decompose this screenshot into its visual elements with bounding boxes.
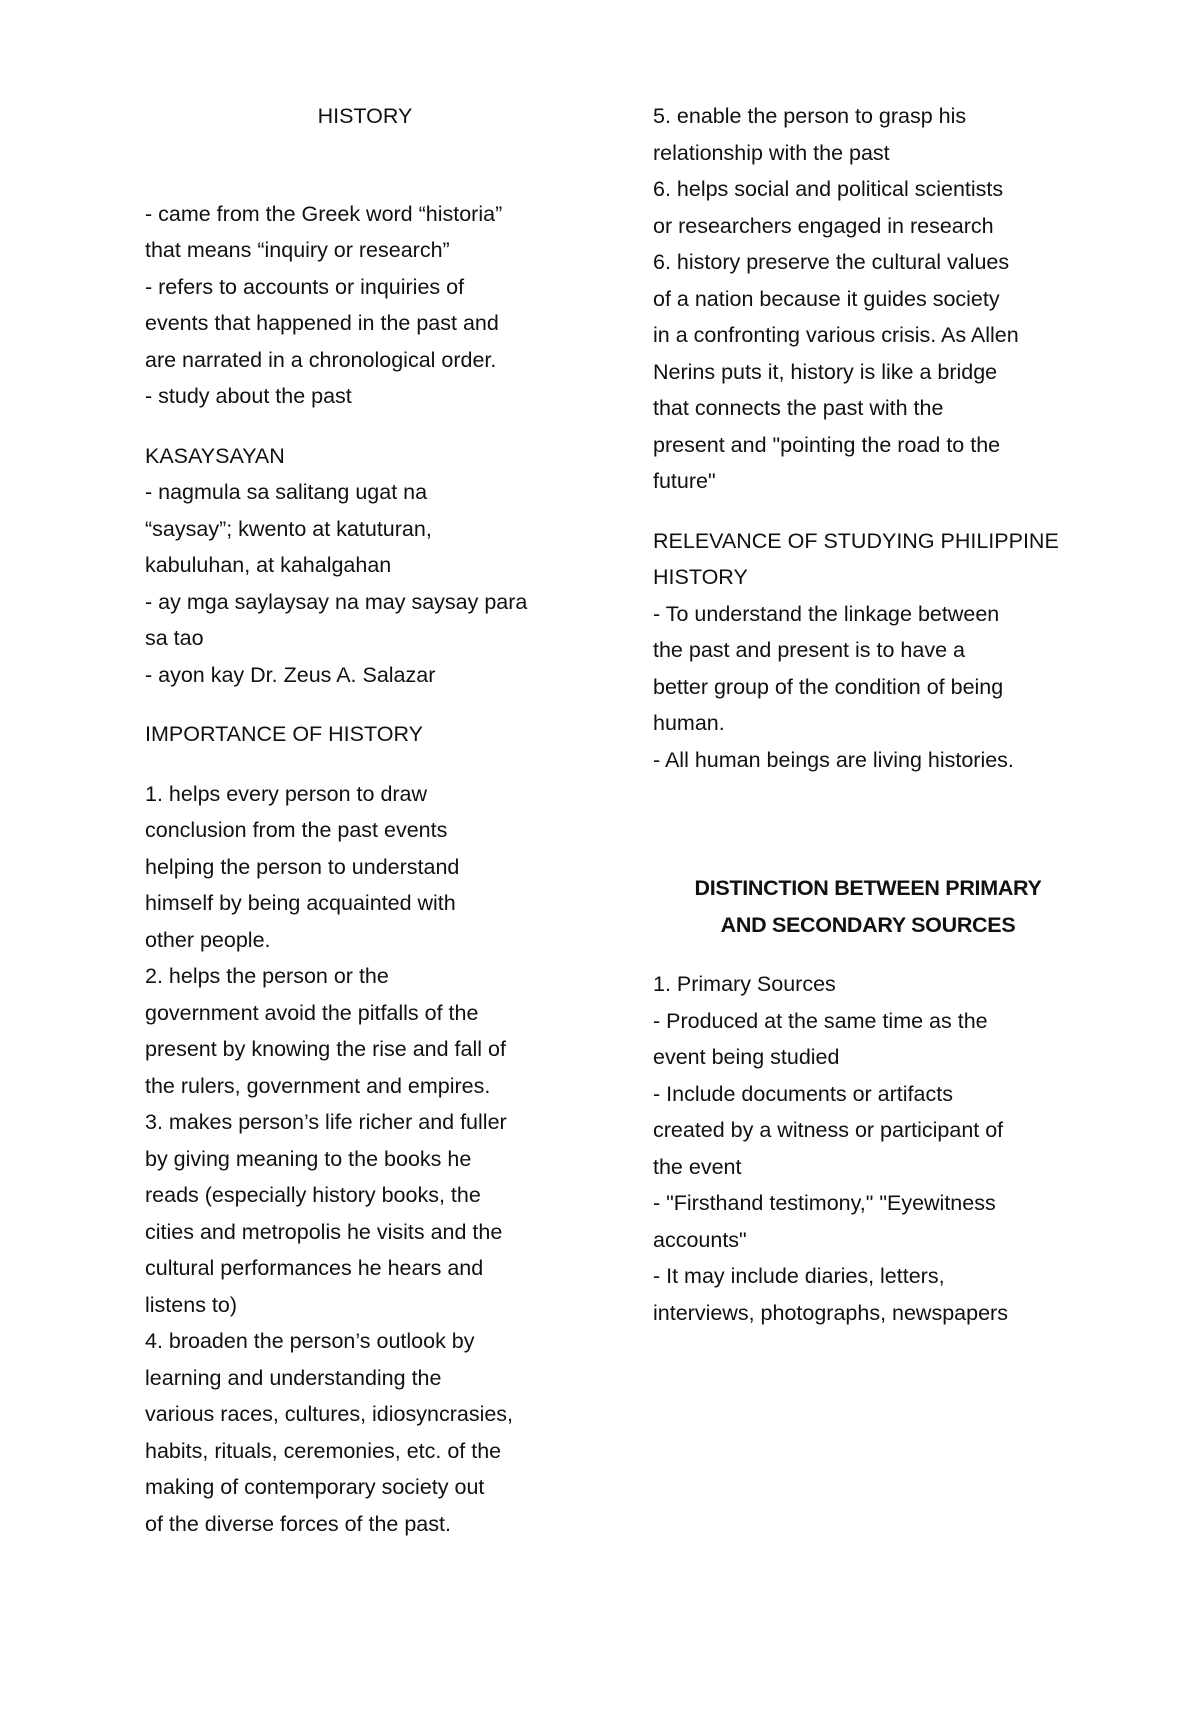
text-line: Nerins puts it, history is like a bridge bbox=[653, 359, 998, 384]
history-definition bbox=[145, 196, 555, 415]
primary-sources-list bbox=[653, 966, 1083, 1331]
text-line: government avoid the pitfalls of the bbox=[145, 1000, 479, 1025]
text-line: kabuluhan, at kahalgahan bbox=[145, 553, 392, 577]
text-line: - ayon kay Dr. Zeus A. Salazar bbox=[145, 662, 436, 687]
text-line: interviews, photographs, newspapers bbox=[653, 1300, 1008, 1325]
text-line: - nagmula sa salitang ugat na bbox=[145, 480, 428, 504]
text-line: - Produced at the same time as the bbox=[653, 1008, 988, 1033]
text-line: in a confronting various crisis. As Allen bbox=[653, 323, 1019, 347]
text-line: cities and metropolis he visits and the bbox=[145, 1219, 503, 1244]
text-line: habits, rituals, ceremonies, etc. of the bbox=[145, 1438, 502, 1463]
text-line: event being studied bbox=[653, 1045, 840, 1069]
relevance-heading bbox=[653, 523, 1083, 596]
heading-line: HISTORY bbox=[653, 565, 748, 589]
importance-heading: IMPORTANCE OF HISTORY bbox=[145, 722, 423, 746]
text-line: created by a witness or participant of bbox=[653, 1118, 1004, 1142]
text-line: events that happened in the past and bbox=[145, 311, 499, 335]
text-line: helping the person to understand bbox=[145, 854, 460, 879]
heading-line: RELEVANCE OF STUDYING PHILIPPINE bbox=[653, 528, 1059, 553]
text-line: relationship with the past bbox=[653, 140, 890, 165]
text-line: - "Firsthand testimony," "Eyewitness bbox=[653, 1191, 996, 1215]
text-line: human. bbox=[653, 711, 725, 735]
kasaysayan-definition bbox=[145, 474, 555, 693]
text-line: - It may include diaries, letters, bbox=[653, 1264, 945, 1288]
text-line: better group of the condition of being bbox=[653, 674, 1004, 699]
text-line: “saysay”; kwento at katuturan, bbox=[145, 516, 432, 541]
text-line: that connects the past with the bbox=[653, 396, 944, 420]
text-line: 6. helps social and political scientists bbox=[653, 177, 1004, 201]
text-line: cultural performances he hears and bbox=[145, 1256, 484, 1280]
text-line: other people. bbox=[145, 927, 271, 952]
text-line: learning and understanding the bbox=[145, 1365, 442, 1390]
text-line: of the diverse forces of the past. bbox=[145, 1511, 451, 1536]
text-line: various races, cultures, idiosyncrasies, bbox=[145, 1402, 514, 1426]
distinction-heading bbox=[653, 870, 1083, 943]
text-line: of a nation because it guides society bbox=[653, 286, 1000, 311]
importance-list bbox=[145, 776, 555, 1543]
text-line: 5. enable the person to grasp his bbox=[653, 104, 967, 128]
right-column bbox=[653, 98, 1083, 1331]
text-line: present and "pointing the road to the bbox=[653, 432, 1001, 457]
kasaysayan-heading: KASAYSAYAN bbox=[145, 443, 285, 468]
text-line: conclusion from the past events bbox=[145, 818, 448, 842]
text-line: or researchers engaged in research bbox=[653, 213, 994, 238]
left-column bbox=[145, 98, 555, 1542]
text-line: 1. Primary Sources bbox=[653, 972, 836, 996]
text-line: 1. helps every person to draw bbox=[145, 781, 428, 806]
relevance-list bbox=[653, 596, 1083, 779]
text-line: 2. helps the person or the bbox=[145, 964, 389, 988]
text-line: - Include documents or artifacts bbox=[653, 1081, 953, 1106]
text-line: listens to) bbox=[145, 1292, 238, 1317]
text-line: the rulers, government and empires. bbox=[145, 1073, 491, 1098]
text-line: - To understand the linkage between bbox=[653, 601, 1000, 626]
text-line: - ay mga saylaysay na may saysay para bbox=[145, 589, 528, 614]
text-line: future" bbox=[653, 469, 716, 493]
text-line: sa tao bbox=[145, 626, 204, 650]
text-line: 6. history preserve the cultural values bbox=[653, 250, 1010, 274]
text-line: reads (especially history books, the bbox=[145, 1183, 481, 1207]
text-line: the event bbox=[653, 1154, 742, 1179]
text-line: are narrated in a chronological order. bbox=[145, 347, 497, 372]
text-line: 4. broaden the person’s outlook by bbox=[145, 1329, 475, 1353]
text-line: making of contemporary society out bbox=[145, 1475, 485, 1499]
text-line: - refers to accounts or inquiries of bbox=[145, 274, 465, 299]
text-line: the past and present is to have a bbox=[653, 638, 965, 662]
text-line: - All human beings are living histories. bbox=[653, 747, 1014, 772]
heading-line: AND SECONDARY SOURCES bbox=[720, 912, 1016, 937]
text-line: by giving meaning to the books he bbox=[145, 1146, 472, 1171]
importance-list-continued bbox=[653, 98, 1083, 500]
text-line: present by knowing the rise and fall of bbox=[145, 1037, 506, 1061]
text-line: - came from the Greek word “historia” bbox=[145, 201, 503, 226]
heading-line: DISTINCTION BETWEEN PRIMARY bbox=[694, 876, 1042, 900]
text-line: accounts" bbox=[653, 1227, 747, 1252]
text-line: that means “inquiry or research” bbox=[145, 238, 450, 262]
text-line: - study about the past bbox=[145, 384, 352, 408]
page-title: HISTORY bbox=[317, 104, 413, 128]
text-line: 3. makes person’s life richer and fuller bbox=[145, 1110, 507, 1134]
text-line: himself by being acquainted with bbox=[145, 891, 456, 915]
